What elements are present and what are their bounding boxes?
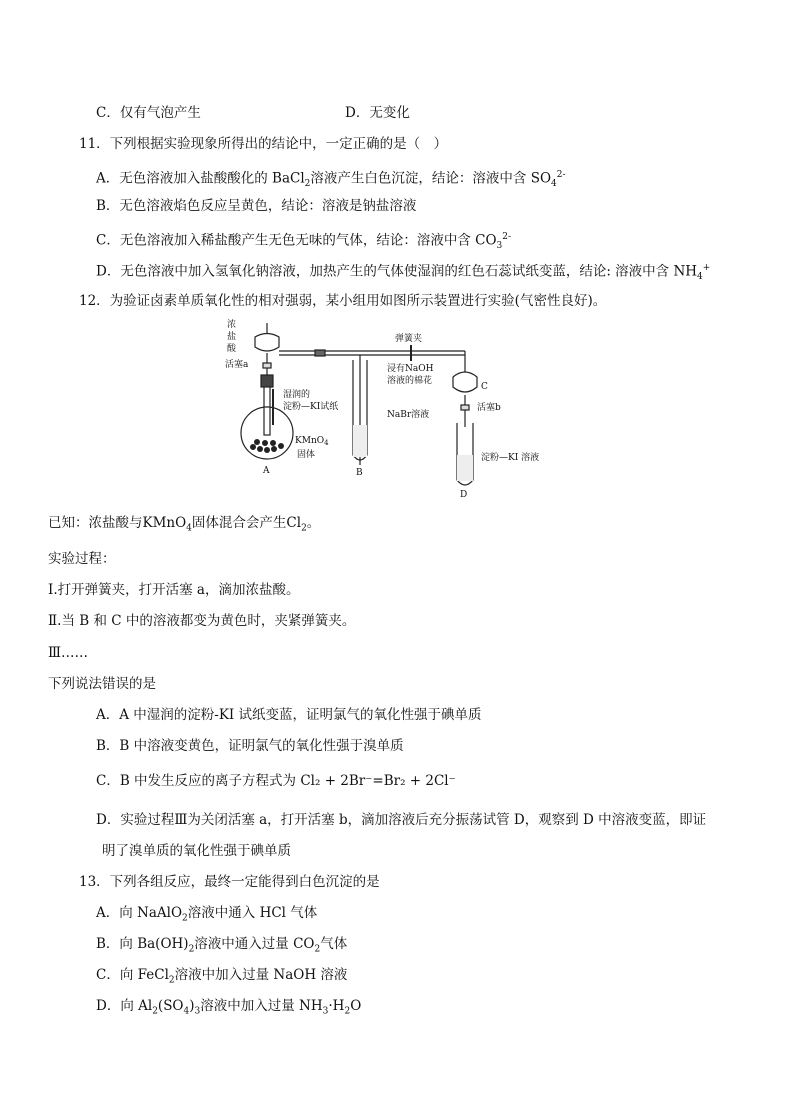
q13-option-a: A．向 NaAlO$_2$溶液中通入 HCl 气体 bbox=[96, 905, 318, 924]
q11-option-b: B．无色溶液焰色反应呈黄色，结论：溶液是钠盐溶液 bbox=[96, 198, 417, 214]
q12-option-b: B．B 中溶液变黄色，证明氯气的氧化性强于溴单质 bbox=[96, 738, 404, 754]
q12-known: 已知：浓盐酸与KMnO$_4$固体混合会产生$Cl_2$。 bbox=[48, 515, 321, 534]
label-naoh-cotton-2: 溶液的棉花 bbox=[387, 376, 433, 386]
label-kmno4-solid: 固体 bbox=[297, 450, 316, 460]
q11-option-a: A．无色溶液加入盐酸酸化的 BaCl$_2$溶液产生白色沉淀，结论：溶液中含 $SO_4^{2-}$ bbox=[96, 170, 566, 190]
label-wet-paper-1: 湿润的 bbox=[283, 390, 311, 400]
label-conc-hcl-3: 酸 bbox=[227, 344, 237, 354]
q11-option-d: D．无色溶液中加入氢氧化钠溶液，加热产生的气体使湿润的红色石蕊试纸变蓝，结论: 溶液中含 $NH_4^+$ bbox=[96, 263, 711, 283]
q12-option-d-line2: 明了溴单质的氧化性强于碘单质 bbox=[102, 843, 291, 859]
q12-step-1: Ⅰ.打开弹簧夹，打开活塞 a，滴加浓盐酸。 bbox=[48, 582, 300, 598]
q11-option-c: C．无色溶液加入稀盐酸产生无色无味的气体，结论：溶液中含 $CO_3^{2-}$ bbox=[96, 232, 512, 252]
label-stopcock-a: 活塞a bbox=[225, 360, 249, 370]
label-conc-hcl-1: 浓 bbox=[227, 320, 237, 330]
apparatus-diagram bbox=[225, 315, 605, 500]
q12-question: 下列说法错误的是 bbox=[48, 676, 156, 692]
label-naoh-cotton-1: 浸有NaOH bbox=[387, 364, 434, 374]
q13-option-d: D．向 $Al_2(SO_4)_3$溶液中加入过量 $NH_3\cdot H_2O$ bbox=[96, 998, 362, 1017]
q12-option-a: A．A 中湿润的淀粉-KI 试纸变蓝，证明氯气的氧化性强于碘单质 bbox=[96, 707, 482, 723]
q13-stem: 13．下列各组反应，最终一定能得到白色沉淀的是 bbox=[79, 874, 380, 890]
label-stopcock-b: 活塞b bbox=[477, 403, 501, 413]
label-conc-hcl-2: 盐 bbox=[227, 332, 237, 342]
q12-step-2: Ⅱ.当 B 和 C 中的溶液都变为黄色时，夹紧弹簧夹。 bbox=[48, 613, 356, 629]
label-nabr: NaBr溶液 bbox=[387, 410, 430, 420]
q12-process-title: 实验过程： bbox=[48, 551, 116, 567]
q12-option-c: C．B 中发生反应的离子方程式为 Cl₂ + 2Br⁻=Br₂ + 2Cl⁻ bbox=[96, 773, 456, 789]
label-c: C bbox=[481, 382, 488, 392]
label-b: B bbox=[356, 468, 363, 478]
label-kmno4: KMnO$_4$ bbox=[295, 436, 329, 447]
label-wet-paper-2: 淀粉—KI试纸 bbox=[283, 402, 339, 412]
q11-stem: 11．下列根据实验现象所得出的结论中，一定正确的是（ ） bbox=[79, 136, 448, 152]
q13-option-c: C．向 FeCl$_2$溶液中加入过量 NaOH 溶液 bbox=[96, 967, 348, 986]
q10-option-d: D．无变化 bbox=[345, 105, 410, 121]
q12-stem: 12．为验证卤素单质氧化性的相对强弱，某小组用如图所示装置进行实验(气密性良好)。 bbox=[79, 293, 607, 309]
label-a: A bbox=[263, 466, 270, 476]
q13-option-b: B．向 $Ba(OH)_2$溶液中通入过量 $CO_2$气体 bbox=[96, 936, 348, 955]
label-spring-clip: 弹簧夹 bbox=[395, 334, 423, 344]
q10-option-c: C．仅有气泡产生 bbox=[96, 105, 201, 121]
label-d: D bbox=[460, 490, 468, 500]
label-starch-ki: 淀粉—KI 溶液 bbox=[481, 453, 540, 463]
q12-step-3: Ⅲ…… bbox=[48, 645, 89, 661]
q12-option-d-line1: D．实验过程Ⅲ为关闭活塞 a，打开活塞 b，滴加溶液后充分振荡试管 D，观察到 D 中溶液变蓝，即证 bbox=[96, 812, 707, 828]
